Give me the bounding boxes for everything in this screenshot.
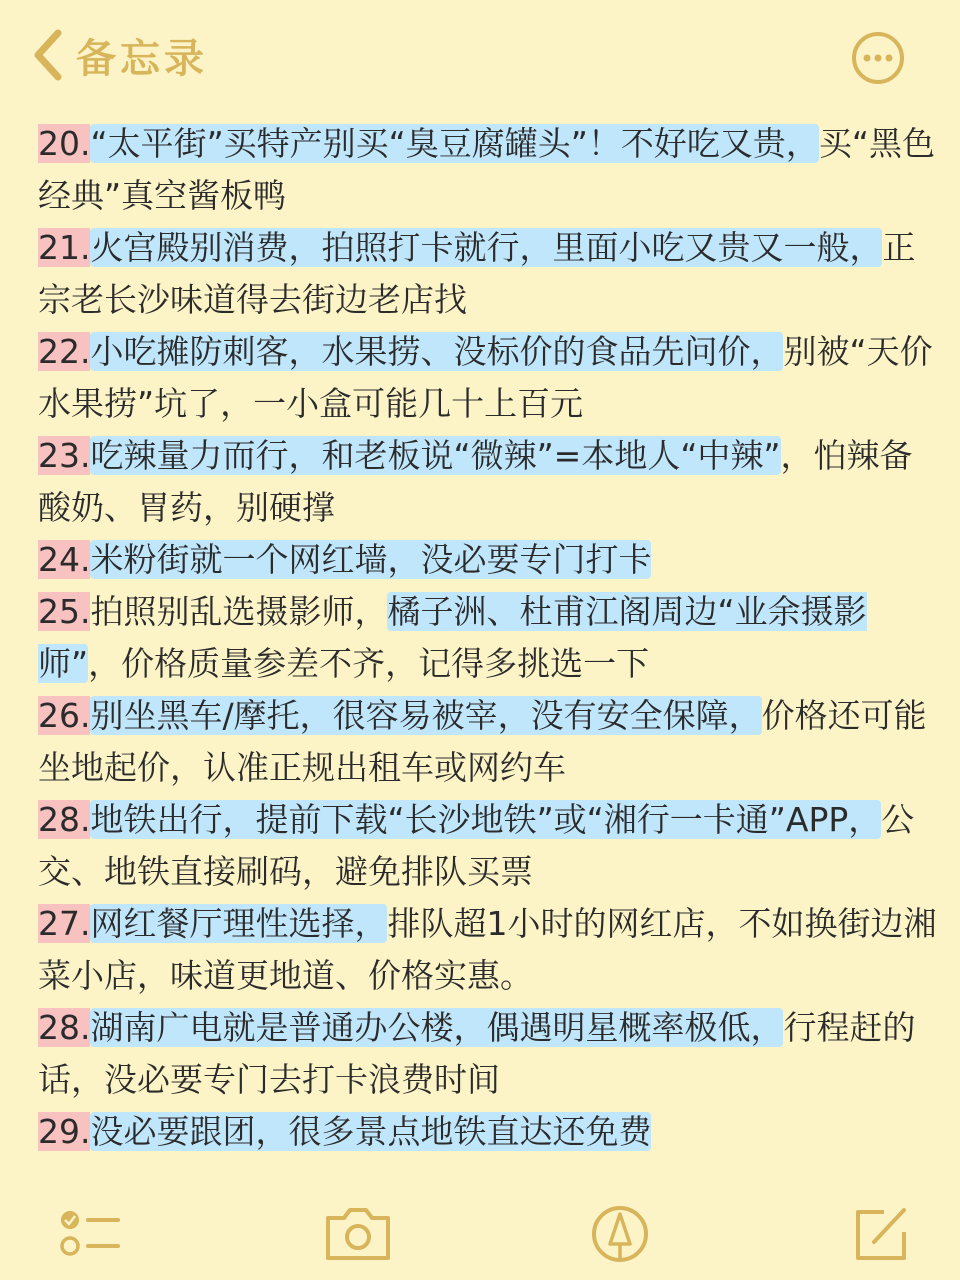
item-plain-text: 拍照别乱选摄影师， — [90, 592, 388, 631]
item-highlighted-text: 火宫殿别消费，拍照打卡就行，里面小吃又贵又一般， — [90, 228, 883, 267]
checklist-icon — [52, 1200, 128, 1266]
item-highlighted-text: 没必要跟团，很多景点地铁直达还免费 — [90, 1112, 652, 1151]
note-item — [38, 690, 938, 794]
note-item — [38, 586, 938, 690]
item-number: 21. — [38, 228, 91, 267]
item-plain-text: 排队超1小时的网红店，不如换街边湘菜小店，味道更地道、价格实惠。 — [38, 904, 937, 995]
note-item — [38, 794, 938, 898]
more-button[interactable] — [850, 30, 906, 86]
item-number: 23. — [38, 436, 91, 475]
item-number: 28. — [38, 800, 91, 839]
camera-button[interactable] — [320, 1200, 396, 1266]
item-number: 25. — [38, 592, 91, 631]
item-highlighted-text: 湖南广电就是普通办公楼，偶遇明星概率极低， — [90, 1008, 784, 1047]
compose-button[interactable] — [844, 1200, 920, 1266]
item-plain-text: 价格还可能坐地起价，认准正规出租车或网约车 — [38, 696, 927, 787]
item-highlighted-text: 小吃摊防刺客，水果捞、没标价的食品先问价， — [90, 332, 784, 371]
item-highlighted-text: 米粉街就一个网红墙，没必要专门打卡 — [90, 540, 652, 579]
note-item — [38, 430, 938, 534]
item-plain-text: ，价格质量参差不齐，记得多挑选一下 — [88, 644, 650, 683]
more-icon — [850, 71, 906, 90]
back-label: 备忘录 — [76, 35, 208, 82]
checklist-button[interactable] — [52, 1200, 128, 1266]
top-bar — [0, 0, 960, 110]
item-number: 26. — [38, 696, 91, 735]
item-plain-text: ，怕辣备酸奶、胃药，别硬撑 — [38, 436, 913, 527]
item-plain-text: 别被“天价水果捞”坑了，一小盒可能几十上百元 — [38, 332, 933, 423]
note-item — [38, 326, 938, 430]
note-item — [38, 898, 938, 1002]
item-number: 24. — [38, 540, 91, 579]
compose-icon — [844, 1200, 920, 1266]
item-number: 22. — [38, 332, 91, 371]
item-number: 29. — [38, 1112, 91, 1151]
note-body[interactable] — [38, 118, 938, 1158]
chevron-left-icon — [30, 27, 64, 83]
item-number: 28. — [38, 1008, 91, 1047]
camera-icon — [320, 1200, 396, 1266]
note-item — [38, 222, 938, 326]
item-number: 27. — [38, 904, 91, 943]
item-plain-text: 公交、地铁直接刷码，避免排队买票 — [38, 800, 915, 891]
item-highlighted-text: 别坐黑车/摩托，很容易被宰，没有安全保障， — [90, 696, 762, 735]
back-button[interactable] — [30, 22, 208, 88]
note-item — [38, 118, 938, 222]
item-highlighted-text: 吃辣量力而行，和老板说“微辣”=本地人“中辣” — [90, 436, 781, 475]
note-item — [38, 534, 938, 586]
note-item — [38, 1002, 938, 1106]
item-number: 20. — [38, 124, 91, 163]
item-plain-text: 买“黑色经典”真空酱板鸭 — [38, 124, 935, 215]
item-highlighted-text: 网红餐厅理性选择， — [90, 904, 388, 943]
item-highlighted-text: “太平街”买特产别买“臭豆腐罐头”！不好吃又贵， — [90, 124, 819, 163]
item-highlighted-text: 橘子洲、杜甫江阁周边“业余摄影师” — [38, 592, 867, 683]
pen-icon — [582, 1200, 658, 1266]
markup-button[interactable] — [582, 1200, 658, 1266]
bottom-toolbar — [0, 1190, 960, 1280]
note-item — [38, 1106, 938, 1158]
item-highlighted-text: 地铁出行，提前下载“长沙地铁”或“湘行一卡通”APP， — [90, 800, 882, 839]
item-plain-text: 行程赶的话，没必要专门去打卡浪费时间 — [38, 1008, 916, 1099]
item-plain-text: 正宗老长沙味道得去街边老店找 — [38, 228, 916, 319]
